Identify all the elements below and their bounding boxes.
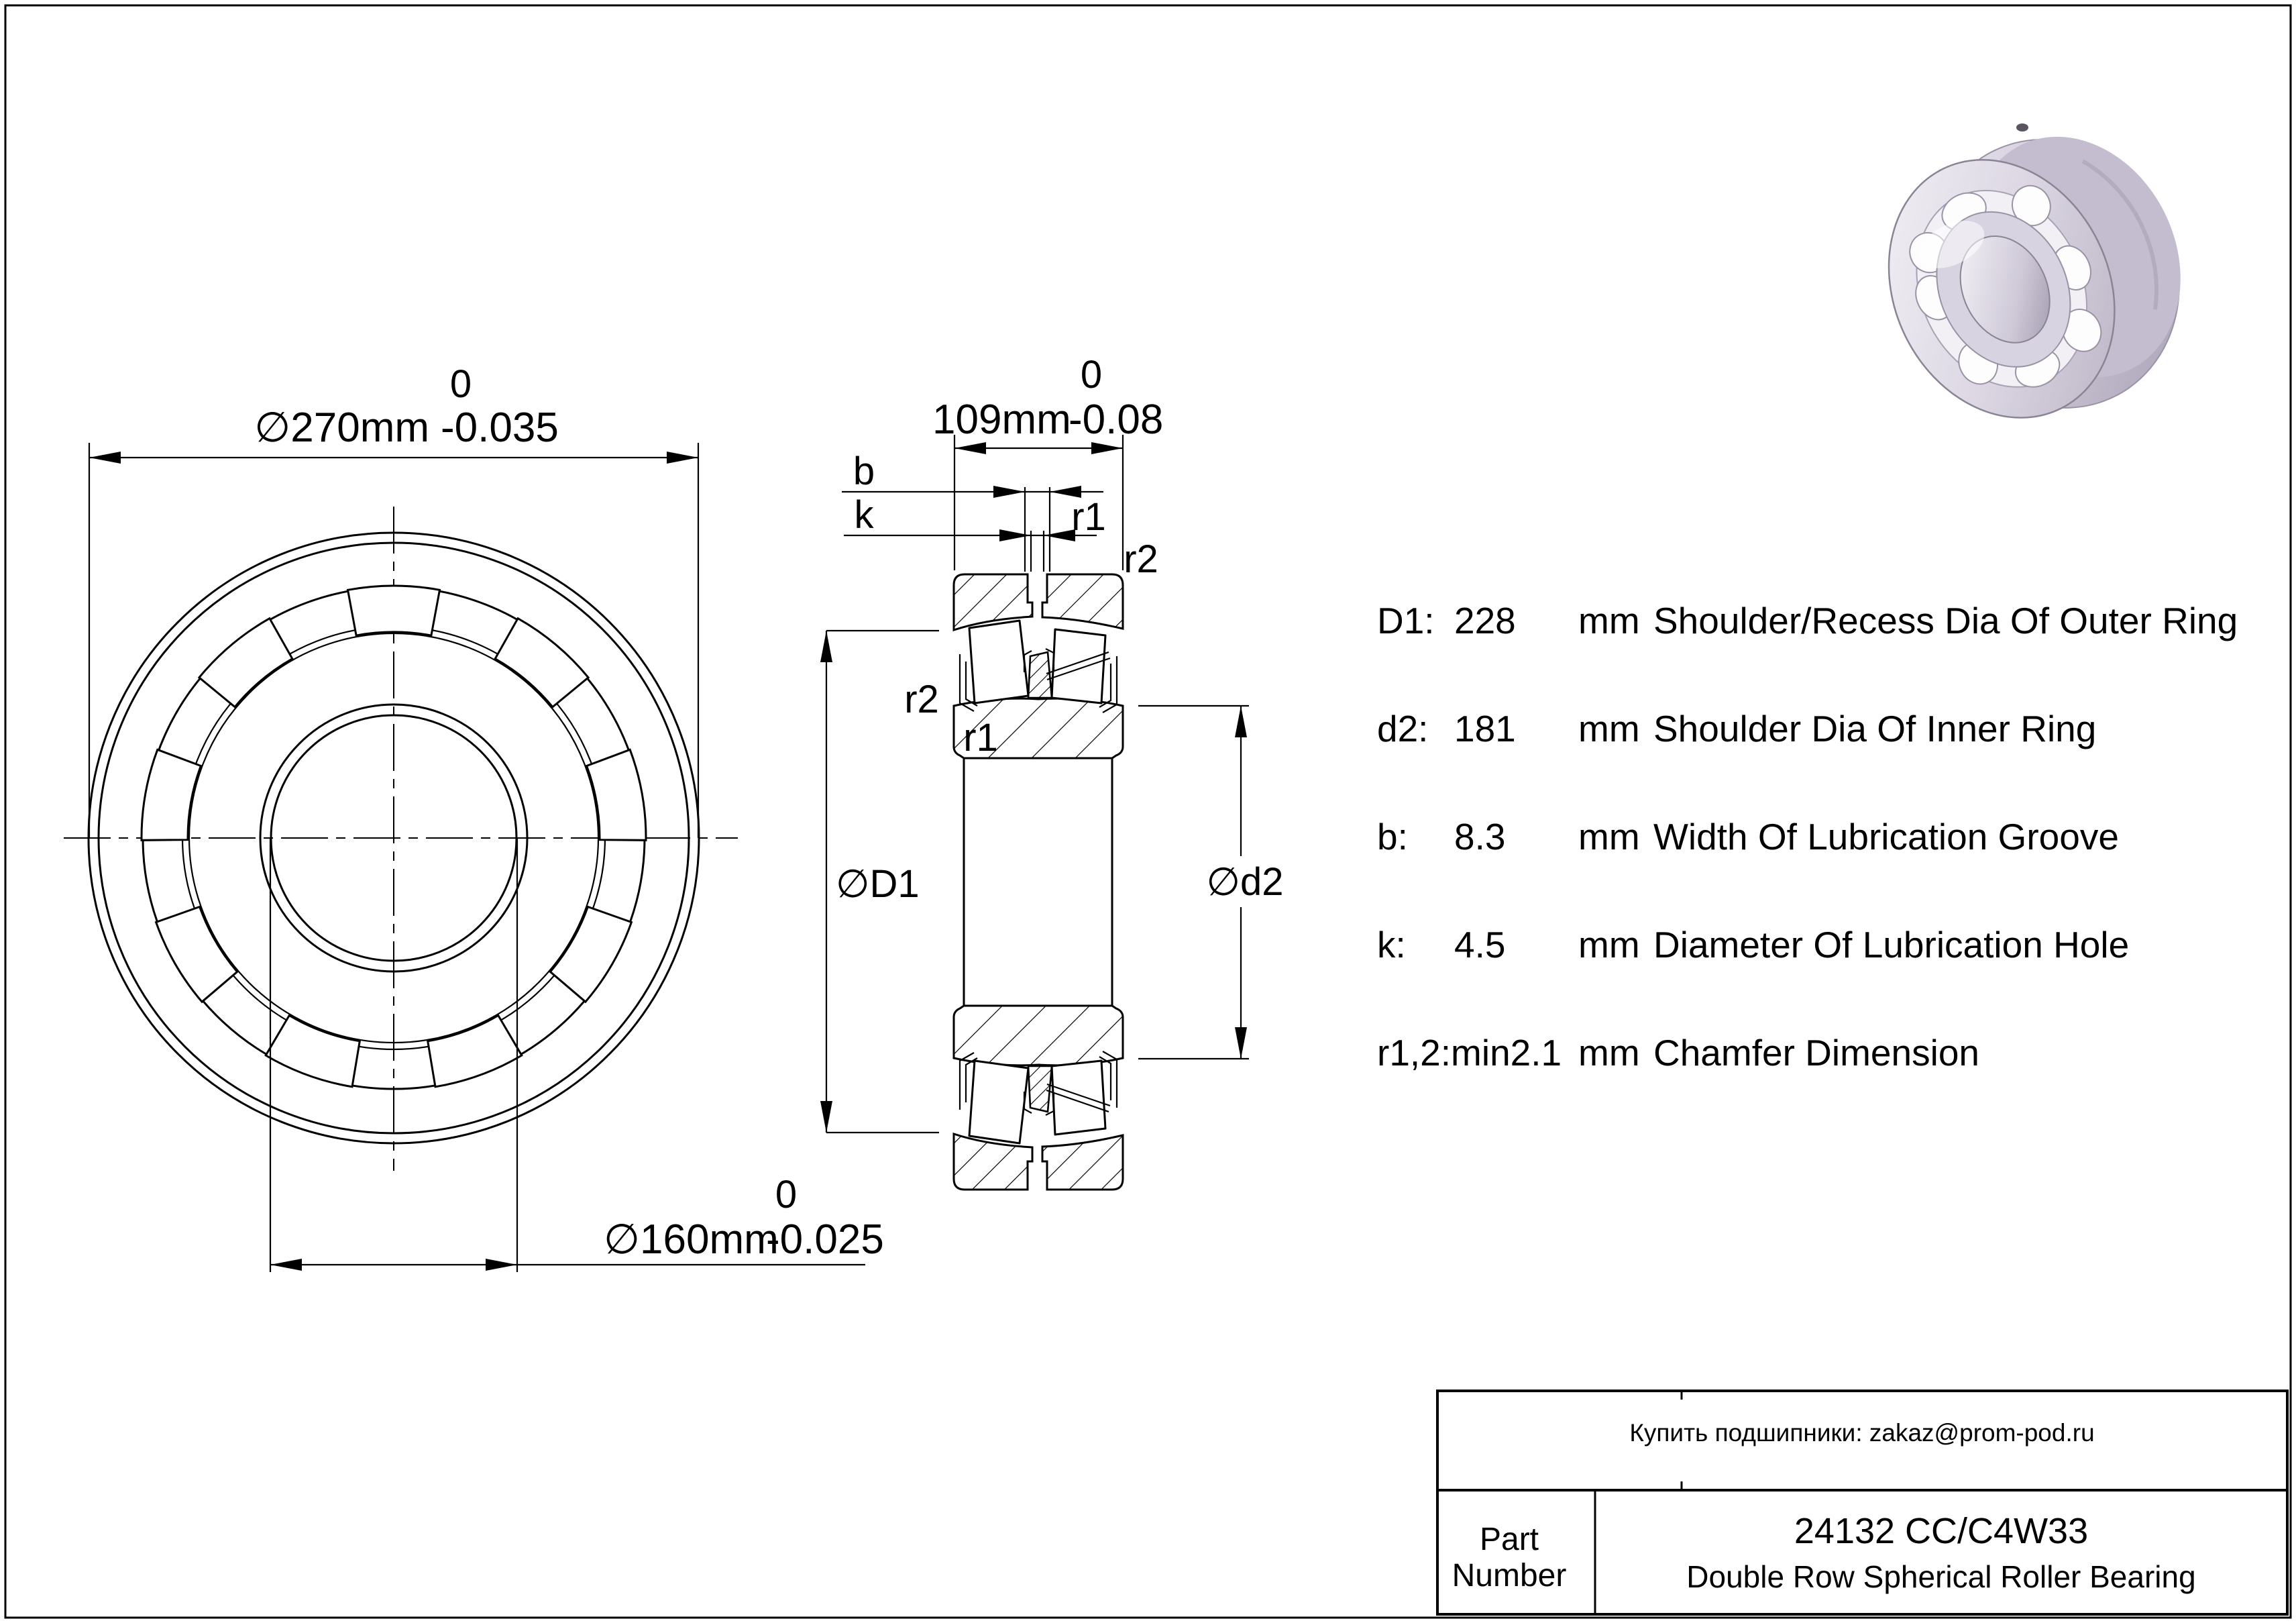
spec-value: 181 xyxy=(1454,708,1516,749)
spec-desc: Diameter Of Lubrication Hole xyxy=(1653,924,2130,965)
width-dim-tolerance-upper: 0 xyxy=(1080,353,1103,397)
dim-arrow xyxy=(820,1101,832,1133)
od-dim-text: ∅270mm xyxy=(254,405,429,451)
spec-unit: mm xyxy=(1578,1032,1640,1074)
r2-label-left: r2 xyxy=(904,678,939,721)
contact-text: Купить подшипники: zakaz@prom-pod.ru xyxy=(1629,1419,2095,1447)
spec-value: 4.5 xyxy=(1454,924,1506,965)
dim-arrow xyxy=(820,631,832,662)
section-roller-bottom-left xyxy=(969,1061,1028,1143)
section-roller-top-left xyxy=(969,621,1028,703)
spec-label: b: xyxy=(1377,816,1408,857)
roller xyxy=(495,619,588,707)
od-dim-tolerance-upper: 0 xyxy=(449,362,472,406)
section-roller-top-right xyxy=(1052,629,1105,703)
spec-value: 228 xyxy=(1454,600,1516,641)
section-roller-bottom-right xyxy=(1052,1061,1105,1135)
spec-row-k xyxy=(1377,924,2129,965)
width-dim-tolerance-lower: -0.08 xyxy=(1069,397,1164,443)
d1-label: ∅D1 xyxy=(836,862,920,906)
dim-arrow xyxy=(1091,442,1123,454)
footer-table xyxy=(1437,1391,2287,1614)
spec-unit: mm xyxy=(1578,600,1640,641)
spec-unit: mm xyxy=(1578,708,1640,749)
spec-unit: mm xyxy=(1578,816,1640,857)
d2-label: ∅d2 xyxy=(1206,860,1284,904)
spec-unit: mm xyxy=(1578,924,1640,965)
spec-label: r1,2:min2.1 xyxy=(1377,1032,1562,1074)
front-bore-dimension xyxy=(270,838,884,1272)
render-dot xyxy=(2016,123,2028,132)
roller xyxy=(142,749,201,840)
bore-dim-text: ∅160mm xyxy=(604,1216,779,1263)
dim-arrow xyxy=(89,452,121,464)
bore-dim-tolerance-upper: 0 xyxy=(775,1173,798,1216)
section-view xyxy=(820,353,1284,1190)
spec-desc: Width Of Lubrication Groove xyxy=(1653,816,2119,857)
spec-label: k: xyxy=(1377,924,1406,965)
spec-table xyxy=(1377,600,2238,1074)
hole-k-dimension xyxy=(844,493,1097,572)
outer-ring-top-right xyxy=(1042,574,1123,629)
dim-arrow xyxy=(270,1259,302,1271)
groove-b-dimension xyxy=(842,450,1103,572)
width-dim-text: 109mm xyxy=(932,397,1071,443)
od-dim-tolerance-lower: -0.035 xyxy=(441,405,559,451)
spec-desc: Shoulder/Recess Dia Of Outer Ring xyxy=(1653,600,2238,641)
guide-ring-bottom xyxy=(1028,1066,1052,1112)
r2-label-top: r2 xyxy=(1124,537,1158,581)
spec-label: D1: xyxy=(1377,600,1435,641)
dim-arrow xyxy=(1235,1027,1247,1059)
guide-ring-top xyxy=(1028,652,1052,698)
inner-ring-bottom xyxy=(954,1006,1123,1065)
dim-arrow xyxy=(486,1259,517,1271)
spec-value: 8.3 xyxy=(1454,816,1506,857)
d2-dimension xyxy=(1138,706,1284,1059)
dim-arrow xyxy=(954,442,986,454)
dim-arrow xyxy=(667,452,698,464)
spec-row-d2 xyxy=(1377,708,2096,749)
front-view xyxy=(64,362,884,1272)
r1-label-top: r1 xyxy=(1071,495,1106,539)
b-label: b xyxy=(853,450,875,493)
r1-label-left: r1 xyxy=(963,716,998,760)
roller xyxy=(587,749,646,840)
outer-ring-bottom-right xyxy=(1042,1135,1123,1190)
spec-row-b xyxy=(1377,816,2119,857)
roller xyxy=(348,586,440,635)
spec-desc: Shoulder Dia Of Inner Ring xyxy=(1653,708,2097,749)
roller xyxy=(199,619,292,707)
spec-row-r12 xyxy=(1377,1032,1979,1074)
spec-row-d1 xyxy=(1377,600,2238,641)
part-label-line2: Number xyxy=(1452,1558,1567,1593)
dim-arrow xyxy=(993,486,1025,498)
bearing-3d-render xyxy=(1847,90,2227,467)
part-number: 24132 CC/C4W33 xyxy=(1794,1511,2089,1551)
k-label: k xyxy=(854,493,874,537)
dim-arrow xyxy=(1044,529,1075,541)
dim-arrow xyxy=(1235,706,1247,737)
dim-arrow xyxy=(999,529,1031,541)
part-description: Double Row Spherical Roller Bearing xyxy=(1686,1559,2196,1594)
part-label-line1: Part xyxy=(1479,1522,1539,1557)
spec-label: d2: xyxy=(1377,708,1429,749)
bore-dim-tolerance-lower: -0.025 xyxy=(766,1216,884,1263)
spec-desc: Chamfer Dimension xyxy=(1653,1032,1980,1074)
